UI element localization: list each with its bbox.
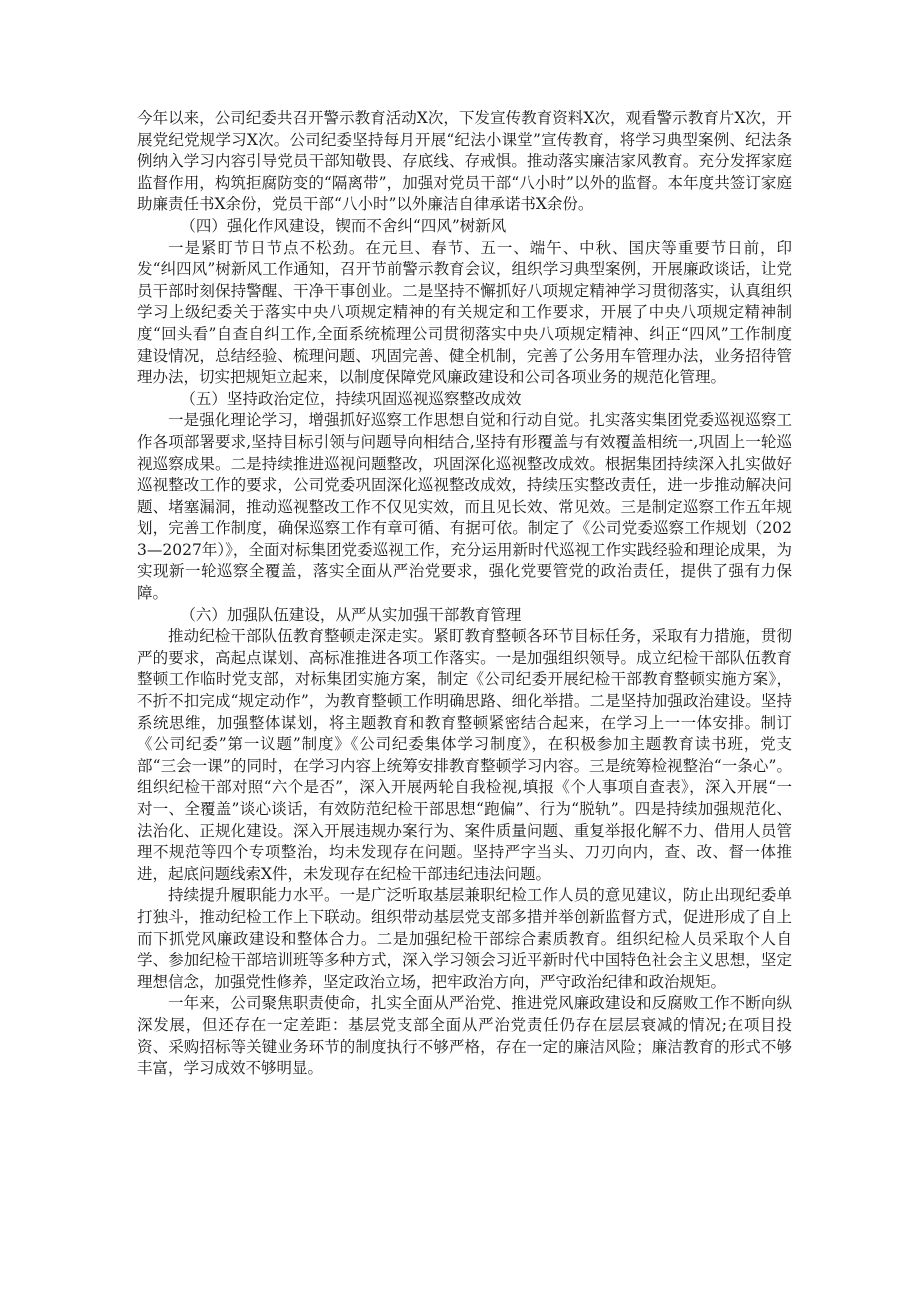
section-6-paragraph-1: 推动纪检干部队伍教育整顿走深走实。紧盯教育整顿各环节目标任务，采取有力措施，贯彻严的要求，高起点谋划、高标准推进各项工作落实。一是加强组织领导。成立纪检干部队伍教育整顿工作临时党支部，对标集团实施方案，制定《公司纪委开展纪检干部教育整顿实施方案》，不折不扣完成“规定动作”，为教育整顿工作明确思路、细化举措。二是坚持加强政治建设。坚持系统思维，加强整体谋划，将主题教育和教育整顿紧密结合起来，在学习上一一体安排。制订《公司纪委”第一议题”制度》《公司纪委集体学习制度》，在积极参加主题教育读书班，党支部“三会一课”的同时，在学习内容上统筹安排教育整顿学习内容。三是统筹检视整治“一条心”。组织纪检干部对照“六个是否”，深入开展两轮自我检视,填报《个人事项自查表》，深入开展“一对一、全覆盖”谈心谈话，有效防范纪检干部思想“跑偏”、行为“脱轨”。四是持续加强规范化、法治化、正规化建设。深入开展违规办案行为、案件质量问题、重复举报化解不力、借用人员管理不规范等四个专项整治，均未发现存在问题。坚持严字当头、刀刃向内，查、改、督一体推进，起底问题线索X件，未发现存在纪检干部违纪违法问题。 — [137, 627, 792, 883]
section-heading-5: （五）坚持政治定位，持续巩固巡视巡察整改成效 — [180, 389, 522, 408]
section-5-paragraph-1: 一是强化理论学习，增强抓好巡察工作思想自觉和行动自觉。扎实落实集团党委巡视巡察工作各项部署要求,坚持目标引领与问题导向相结合,坚持有形覆盖与有效覆盖相统一,巩固上一轮巡视巡察成果。二是持续推进巡视问题整改，巩固深化巡视整改成效。根据集团持续深入扎实做好巡视整改工作的要求，公司党委巩固深化巡视整改成效，持续压实整改责任，进一步推动解决问题、堵塞漏洞，推动巡视整改工作不仅见实效，而且见长效、常见效。三是制定巡察工作五年规划，完善工作制度，确保巡察工作有章可循、有据可依。制定了《公司党委巡察工作规划（2023—2027年）》，全面对标集团党委巡视工作，充分运用新时代巡视工作实践经验和理论成果，为实现新一轮巡察全覆盖，落实全面从严治党要求，强化党要管党的政治责任，提供了强有力保障。 — [137, 411, 792, 603]
intro-paragraph: 今年以来，公司纪委共召开警示教育活动X次，下发宣传教育资料X次，观看警示教育片X次，开展党纪党规学习X次。公司纪委坚持每月开展“纪法小课堂”宣传教育，将学习典型案例、纪法条例纳入学习内容引导党员干部知敬畏、存底线、存戒惧。推动落实廉洁家风教育。充分发挥家庭监督作用，构筑拒腐防变的“隔离带”，加强对党员干部“八小时”以外的监督。本年度共签订家庭助廉责任书X余份，党员干部“八小时”以外廉洁自律承诺书X余份。 — [137, 109, 792, 214]
section-heading-6: （六）加强队伍建设，从严从实加强干部教育管理 — [180, 605, 522, 624]
section-6-paragraph-2: 持续提升履职能力水平。一是广泛听取基层兼职纪检工作人员的意见建议，防止出现纪委单打独斗，推动纪检工作上下联动。组织带动基层党支部多措并举创新监督方式，促进形成了自上而下抓党风廉政建设和整体合力。二是加强纪检干部综合素质教育。组织纪检人员采取个人自学、参加纪检干部培训班等多种方式，深入学习领会习近平新时代中国特色社会主义思想，坚定理想信念，加强党性修养，坚定政治立场，把牢政治方向，严守政治纪律和政治规矩。 — [137, 886, 792, 991]
section-4-paragraph-1: 一是紧盯节日节点不松劲。在元旦、春节、五一、端午、中秋、国庆等重要节日前，印发“纠四风”树新风工作通知，召开节前警示教育会议，组织学习典型案例，开展廉政谈话，让党员干部时刻保持警醒、干净干事创业。二是坚持不懈抓好八项规定精神学习贯彻落实，认真组织学习上级纪委关于落实中央八项规定精神的有关规定和工作要求，开展了中央八项规定精神制度“回头看”自查自纠工作,全面系统梳理公司贯彻落实中央八项规定精神、纠正“四风”工作制度建设情况，总结经验、梳理问题、巩固完善、健全机制，完善了公务用车管理办法，业务招待管理办法，切实把规矩立起来，以制度保障党风廉政建设和公司各项业务的规范化管理。 — [137, 238, 792, 387]
section-6-paragraph-3: 一年来，公司聚焦职责使命，扎实全面从严治党、推进党风廉政建设和反腐败工作不断向纵深发展，但还存在一定差距：基层党支部全面从严治党责任仍存在层层衰减的情况;在项目投资、采购招标等关键业务环节的制度执行不够严格，存在一定的廉洁风险；廉洁教育的形式不够丰富，学习成效不够明显。 — [137, 994, 792, 1078]
document-page — [137, 108, 792, 1080]
section-heading-4: （四）强化作风建设，锲而不舍纠“四风”树新风 — [180, 216, 507, 235]
